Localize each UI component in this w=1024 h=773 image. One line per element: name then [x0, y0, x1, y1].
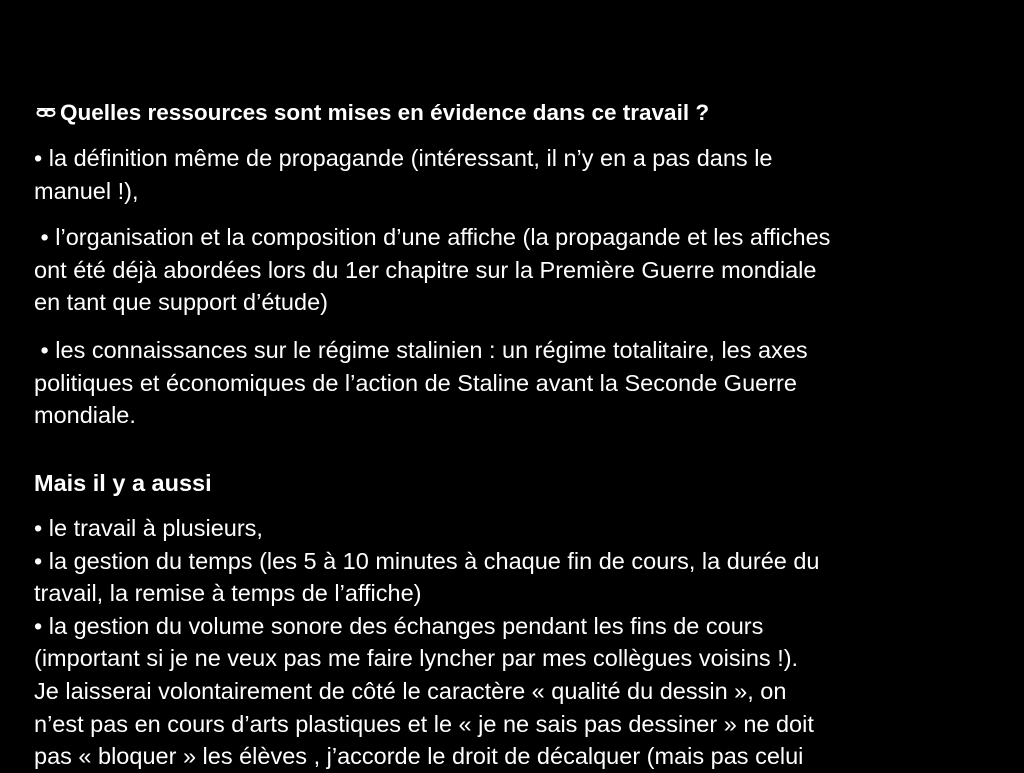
bullet-affiche — [34, 221, 994, 319]
text-line: politiques et économiques de l’action de Staline avant la Seconde Guerre — [34, 369, 797, 396]
text-line: (important si je ne veux pas me faire lyncher par mes collègues voisins !). — [34, 645, 799, 672]
text-line: mondiale. — [34, 402, 136, 429]
text-line: • l’organisation et la composition d’une affiche (la propagande et les affiches — [34, 224, 831, 250]
text-line: • le travail à plusieurs, — [34, 515, 263, 541]
text-line: n’est pas en cours d’arts plastiques et le « je ne sais pas dessiner » ne doit — [34, 710, 814, 737]
question-heading-text: Quelles ressources sont mises en évidence dans ce travail ? — [60, 100, 710, 125]
text-line: • la gestion du temps (les 5 à 10 minutes à chaque fin de cours, la durée du — [34, 547, 820, 574]
text-line: • la gestion du volume sonore des échanges pendant les fins de cours — [34, 612, 764, 639]
bullet-links-icon — [36, 100, 56, 116]
bullet-definition — [34, 142, 994, 207]
text-line: travail, la remise à temps de l’affiche) — [34, 580, 422, 607]
text-line: • la définition même de propagande (intéressant, il n’y en a pas dans le — [34, 145, 773, 171]
text-line: ont été déjà abordées lors du 1er chapitre sur la Première Guerre mondiale — [34, 256, 817, 283]
text-line: pas « bloquer » les élèves , j’accorde le droit de décalquer (mais pas celui — [34, 743, 804, 770]
text-line: • les connaissances sur le régime stalinien : un régime totalitaire, les axes — [34, 337, 808, 363]
subheading: Mais il y a aussi — [34, 470, 212, 496]
question-heading — [36, 99, 709, 127]
text-line: en tant que support d’étude) — [34, 289, 328, 316]
text-line: Je laisserai volontairement de côté le caractère « qualité du dessin », on — [34, 677, 787, 704]
bullet-list-aussi — [34, 512, 994, 773]
text-line: manuel !), — [34, 177, 139, 204]
bullet-regime-stalinien — [34, 334, 994, 432]
